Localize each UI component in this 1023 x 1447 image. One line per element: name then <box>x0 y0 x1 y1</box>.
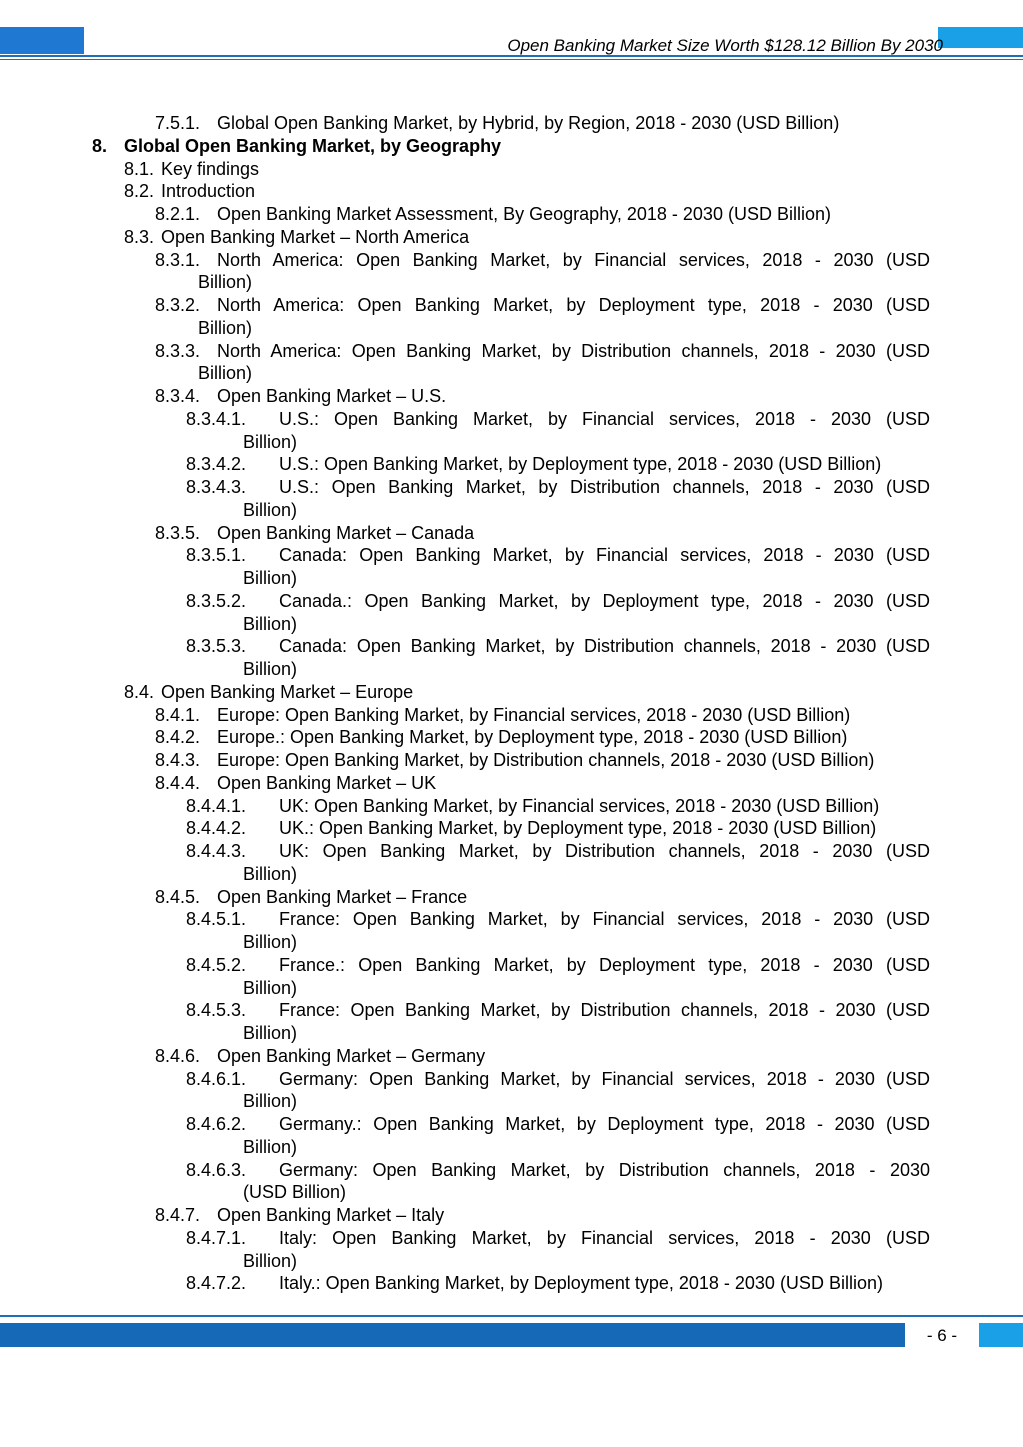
toc-title-continuation: Billion) <box>198 363 253 384</box>
toc-entry[interactable] <box>0 408 1023 431</box>
toc-entry[interactable] <box>0 931 1023 954</box>
toc-entry[interactable] <box>0 1090 1023 1113</box>
toc-entry[interactable] <box>0 385 1023 408</box>
toc-entry[interactable] <box>0 704 1023 727</box>
toc-entry[interactable] <box>0 1204 1023 1227</box>
toc-title: Open Banking Market – Canada <box>217 522 475 543</box>
toc-number: 8.2. <box>124 181 155 202</box>
toc-number: 8.3.4.1. <box>186 408 247 429</box>
toc-entry[interactable] <box>0 886 1023 909</box>
toc-entry[interactable] <box>0 999 1023 1022</box>
toc-title: UK: Open Banking Market, by Distribution channels, 2018 - 2030 (USD <box>279 841 930 861</box>
toc-entry[interactable] <box>0 1136 1023 1159</box>
toc-entry[interactable] <box>0 476 1023 499</box>
toc-title: Europe: Open Banking Market, by Distribution channels, 2018 - 2030 (USD Billion) <box>217 750 875 770</box>
toc-title: Italy: Open Banking Market, by Financial services, 2018 - 2030 (USD <box>279 1227 930 1248</box>
header-rule-thin <box>0 59 1023 60</box>
toc-number: 8.4.4.3. <box>186 841 247 861</box>
toc-title-continuation: Billion) <box>243 1136 298 1157</box>
toc-title-continuation: Billion) <box>243 1091 298 1112</box>
toc-entry[interactable] <box>0 1159 1023 1182</box>
toc-number: 8.4. <box>124 681 155 702</box>
toc-number: 8.4.6. <box>155 1045 201 1066</box>
toc-number: 8.3.5.3. <box>186 636 247 657</box>
toc-entry[interactable] <box>0 249 1023 272</box>
toc-number: 8.4.6.3. <box>186 1159 247 1180</box>
toc-title: Italy.: Open Banking Market, by Deployment type, 2018 - 2030 (USD Billion) <box>279 1273 883 1294</box>
toc-title: Open Banking Market – Italy <box>217 1205 445 1225</box>
toc-entry[interactable] <box>0 863 1023 886</box>
toc-entry[interactable] <box>0 340 1023 363</box>
header-title: Open Banking Market Size Worth $128.12 Billion By 2030 <box>507 36 943 55</box>
header-accent-right <box>938 27 1023 48</box>
toc-number: 8.4.1. <box>155 704 201 725</box>
toc-entry[interactable] <box>0 567 1023 590</box>
toc-entry[interactable] <box>0 1181 1023 1204</box>
header-accent-left <box>0 27 84 54</box>
toc-title-continuation: Billion) <box>243 932 298 952</box>
toc-number: 8.4.7. <box>155 1205 201 1225</box>
toc-entry[interactable] <box>0 522 1023 545</box>
toc-number: 8.3.4.3. <box>186 477 247 497</box>
toc-entry[interactable] <box>0 954 1023 977</box>
toc-number: 8.4.2. <box>155 727 201 748</box>
table-of-contents <box>0 112 1023 1295</box>
toc-title: Introduction <box>161 181 256 202</box>
footer-accent-right <box>979 1323 1023 1347</box>
toc-entry[interactable] <box>0 226 1023 249</box>
toc-entry[interactable] <box>0 817 1023 840</box>
toc-entry[interactable] <box>0 271 1023 294</box>
toc-entry[interactable] <box>0 613 1023 636</box>
toc-number: 8.4.6.1. <box>186 1068 247 1089</box>
toc-entry[interactable] <box>0 840 1023 863</box>
toc-entry[interactable] <box>0 977 1023 1000</box>
toc-entry[interactable] <box>0 726 1023 749</box>
toc-number: 8.4.5. <box>155 886 201 907</box>
toc-entry[interactable] <box>0 294 1023 317</box>
toc-title: Global Open Banking Market, by Hybrid, by Region, 2018 - 2030 (USD Billion) <box>217 113 840 133</box>
toc-title-continuation: Billion) <box>243 977 298 998</box>
toc-number: 8.3.5.1. <box>186 545 247 566</box>
toc-title: Germany.: Open Banking Market, by Deployment type, 2018 - 2030 (USD <box>279 1114 930 1134</box>
toc-title: UK: Open Banking Market, by Financial services, 2018 - 2030 (USD Billion) <box>279 795 880 816</box>
toc-title: Canada: Open Banking Market, by Distribution channels, 2018 - 2030 (USD <box>279 636 930 657</box>
toc-number: 7.5.1. <box>155 113 201 133</box>
toc-number: 8.4.4.2. <box>186 818 247 839</box>
toc-entry[interactable] <box>0 1272 1023 1295</box>
toc-title: North America: Open Banking Market, by Distribution channels, 2018 - 2030 (USD <box>217 340 930 361</box>
toc-title: Open Banking Market Assessment, By Geography, 2018 - 2030 (USD Billion) <box>217 204 831 224</box>
toc-title: North America: Open Banking Market, by Financial services, 2018 - 2030 (USD <box>217 249 930 270</box>
toc-number: 8.4.4. <box>155 772 201 793</box>
toc-number: 8.4.3. <box>155 750 201 770</box>
toc-title-continuation: Billion) <box>243 499 298 520</box>
toc-number: 8.3.5. <box>155 522 201 543</box>
header-rule <box>0 55 1023 57</box>
toc-entry[interactable] <box>0 112 1023 135</box>
toc-entry[interactable] <box>0 362 1023 385</box>
toc-entry[interactable] <box>0 908 1023 931</box>
toc-entry[interactable] <box>0 795 1023 818</box>
toc-entry[interactable] <box>0 499 1023 522</box>
toc-entry[interactable] <box>0 635 1023 658</box>
toc-entry[interactable] <box>0 317 1023 340</box>
toc-title: Open Banking Market – UK <box>217 772 437 793</box>
toc-entry[interactable] <box>0 158 1023 181</box>
toc-title-continuation: (USD Billion) <box>243 1182 347 1203</box>
toc-number: 8.2.1. <box>155 204 201 224</box>
toc-entry[interactable] <box>0 180 1023 203</box>
toc-title: Open Banking Market – U.S. <box>217 386 447 406</box>
toc-title: France: Open Banking Market, by Distribution channels, 2018 - 2030 (USD <box>279 1000 930 1021</box>
toc-number: 8.3.3. <box>155 340 201 361</box>
toc-number: 8.3.4.2. <box>186 454 247 475</box>
toc-title: France.: Open Banking Market, by Deployment type, 2018 - 2030 (USD <box>279 954 930 975</box>
toc-title: Canada: Open Banking Market, by Financial services, 2018 - 2030 (USD <box>279 545 930 566</box>
toc-number: 8.3.4. <box>155 386 201 406</box>
toc-number: 8.1. <box>124 158 155 179</box>
toc-title: Open Banking Market – Germany <box>217 1045 486 1066</box>
toc-number: 8.4.5.2. <box>186 954 247 975</box>
toc-title: Canada.: Open Banking Market, by Deployment type, 2018 - 2030 (USD <box>279 590 930 611</box>
toc-number: 8.4.5.3. <box>186 1000 247 1021</box>
toc-number: 8.4.4.1. <box>186 795 247 816</box>
toc-title: Germany: Open Banking Market, by Distribution channels, 2018 - 2030 <box>279 1159 930 1180</box>
toc-title-continuation: Billion) <box>198 272 253 293</box>
toc-entry[interactable] <box>0 1045 1023 1068</box>
toc-entry[interactable] <box>0 658 1023 681</box>
toc-entry[interactable] <box>0 1250 1023 1273</box>
toc-title: U.S.: Open Banking Market, by Deployment type, 2018 - 2030 (USD Billion) <box>279 454 882 475</box>
toc-entry[interactable] <box>0 453 1023 476</box>
toc-number: 8. <box>92 135 108 156</box>
toc-entry[interactable] <box>0 1113 1023 1136</box>
toc-title: Europe: Open Banking Market, by Financial services, 2018 - 2030 (USD Billion) <box>217 704 851 725</box>
toc-title-continuation: Billion) <box>243 568 298 588</box>
toc-number: 8.3.1. <box>155 249 201 270</box>
toc-title-continuation: Billion) <box>243 1023 298 1043</box>
toc-number: 8.4.7.2. <box>186 1273 247 1294</box>
toc-entry[interactable] <box>0 1022 1023 1045</box>
toc-number: 8.3.5.2. <box>186 590 247 611</box>
toc-entry[interactable] <box>0 431 1023 454</box>
toc-title-continuation: Billion) <box>198 317 253 338</box>
toc-title: UK.: Open Banking Market, by Deployment type, 2018 - 2030 (USD Billion) <box>279 818 877 839</box>
toc-entry[interactable] <box>0 1227 1023 1250</box>
toc-title-continuation: Billion) <box>243 863 298 884</box>
toc-title: U.S.: Open Banking Market, by Distribution channels, 2018 - 2030 (USD <box>279 477 930 497</box>
toc-title: Germany: Open Banking Market, by Financial services, 2018 - 2030 (USD <box>279 1068 930 1089</box>
toc-number: 8.3.2. <box>155 295 201 315</box>
footer-rule <box>0 1315 1023 1317</box>
page-number: - 6 - <box>926 1326 958 1345</box>
toc-title-continuation: Billion) <box>243 1250 298 1271</box>
toc-title: Open Banking Market – France <box>217 886 468 907</box>
toc-title: Global Open Banking Market, by Geography <box>124 135 502 156</box>
toc-title: Key findings <box>161 158 260 179</box>
footer-bar <box>0 1323 905 1347</box>
toc-title-continuation: Billion) <box>243 659 298 679</box>
toc-number: 8.4.5.1. <box>186 909 247 930</box>
toc-entry[interactable] <box>0 544 1023 567</box>
toc-number: 8.4.7.1. <box>186 1227 247 1248</box>
toc-number: 8.3. <box>124 226 155 247</box>
toc-title-continuation: Billion) <box>243 431 298 452</box>
toc-entry[interactable] <box>0 681 1023 704</box>
toc-entry[interactable] <box>0 749 1023 772</box>
toc-title: U.S.: Open Banking Market, by Financial services, 2018 - 2030 (USD <box>279 408 930 429</box>
toc-number: 8.4.6.2. <box>186 1114 247 1134</box>
toc-title: Europe.: Open Banking Market, by Deployment type, 2018 - 2030 (USD Billion) <box>217 727 848 748</box>
toc-title-continuation: Billion) <box>243 613 298 634</box>
toc-title: France: Open Banking Market, by Financial services, 2018 - 2030 (USD <box>279 909 930 930</box>
toc-title: Open Banking Market – North America <box>161 226 470 247</box>
toc-entry[interactable] <box>0 590 1023 613</box>
toc-entry[interactable] <box>0 1068 1023 1091</box>
toc-entry[interactable] <box>0 203 1023 226</box>
toc-title: Open Banking Market – Europe <box>161 681 414 702</box>
toc-entry[interactable] <box>0 135 1023 158</box>
toc-entry[interactable] <box>0 772 1023 795</box>
toc-title: North America: Open Banking Market, by Deployment type, 2018 - 2030 (USD <box>217 295 930 315</box>
